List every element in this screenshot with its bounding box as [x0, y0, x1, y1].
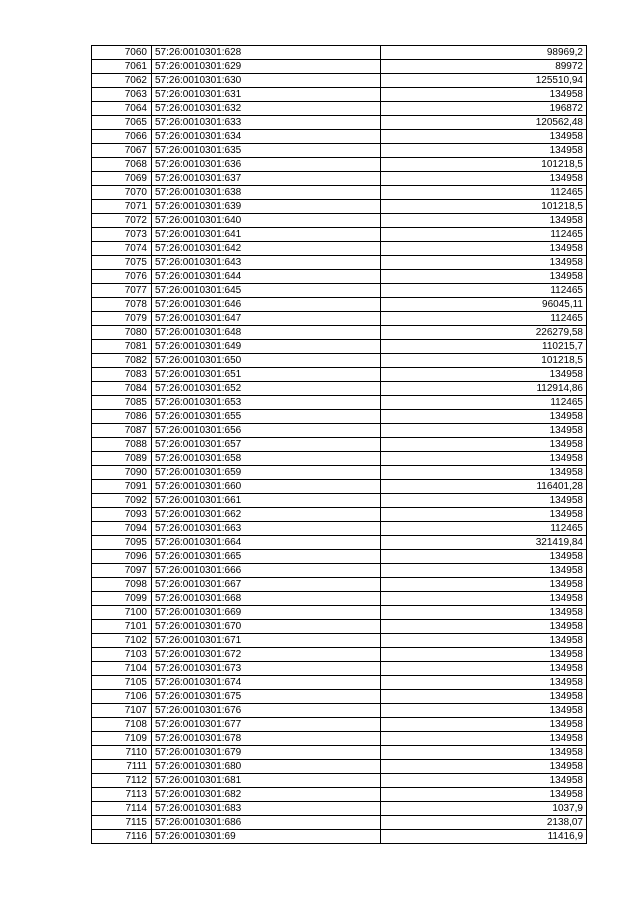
table-row — [92, 704, 587, 718]
value-cell: 134958 — [381, 774, 587, 788]
value-cell: 1037,9 — [381, 802, 587, 816]
table-row — [92, 102, 587, 116]
row-number-cell: 7068 — [92, 158, 152, 172]
row-number-cell: 7105 — [92, 676, 152, 690]
table-row — [92, 130, 587, 144]
row-number-cell: 7106 — [92, 690, 152, 704]
value-cell: 112465 — [381, 396, 587, 410]
value-cell: 134958 — [381, 438, 587, 452]
row-number-cell: 7085 — [92, 396, 152, 410]
table-row — [92, 228, 587, 242]
row-number-cell: 7090 — [92, 466, 152, 480]
value-cell: 101218,5 — [381, 200, 587, 214]
table-row — [92, 718, 587, 732]
cadastral-number-cell: 57:26:0010301:658 — [152, 452, 381, 466]
cadastral-number-cell: 57:26:0010301:647 — [152, 312, 381, 326]
table-row — [92, 270, 587, 284]
row-number-cell: 7062 — [92, 74, 152, 88]
value-cell: 116401,28 — [381, 480, 587, 494]
table-row — [92, 88, 587, 102]
value-cell: 134958 — [381, 508, 587, 522]
cadastral-number-cell: 57:26:0010301:641 — [152, 228, 381, 242]
cadastral-number-cell: 57:26:0010301:665 — [152, 550, 381, 564]
table-row — [92, 326, 587, 340]
cadastral-number-cell: 57:26:0010301:679 — [152, 746, 381, 760]
cadastral-value-table — [91, 45, 587, 844]
cadastral-number-cell: 57:26:0010301:640 — [152, 214, 381, 228]
table-row — [92, 424, 587, 438]
cadastral-number-cell: 57:26:0010301:651 — [152, 368, 381, 382]
cadastral-number-cell: 57:26:0010301:632 — [152, 102, 381, 116]
row-number-cell: 7091 — [92, 480, 152, 494]
cadastral-number-cell: 57:26:0010301:662 — [152, 508, 381, 522]
row-number-cell: 7078 — [92, 298, 152, 312]
row-number-cell: 7069 — [92, 172, 152, 186]
cadastral-number-cell: 57:26:0010301:666 — [152, 564, 381, 578]
cadastral-number-cell: 57:26:0010301:661 — [152, 494, 381, 508]
value-cell: 112465 — [381, 312, 587, 326]
value-cell: 98969,2 — [381, 46, 587, 60]
row-number-cell: 7088 — [92, 438, 152, 452]
cadastral-number-cell: 57:26:0010301:668 — [152, 592, 381, 606]
cadastral-number-cell: 57:26:0010301:667 — [152, 578, 381, 592]
row-number-cell: 7084 — [92, 382, 152, 396]
table-row — [92, 788, 587, 802]
row-number-cell: 7103 — [92, 648, 152, 662]
row-number-cell: 7109 — [92, 732, 152, 746]
table-row — [92, 74, 587, 88]
row-number-cell: 7111 — [92, 760, 152, 774]
value-cell: 134958 — [381, 144, 587, 158]
table-row — [92, 354, 587, 368]
cadastral-number-cell: 57:26:0010301:629 — [152, 60, 381, 74]
cadastral-number-cell: 57:26:0010301:657 — [152, 438, 381, 452]
value-cell: 134958 — [381, 634, 587, 648]
table-row — [92, 438, 587, 452]
table-row — [92, 200, 587, 214]
cadastral-number-cell: 57:26:0010301:671 — [152, 634, 381, 648]
value-cell: 110215,7 — [381, 340, 587, 354]
table-row — [92, 620, 587, 634]
table-row — [92, 746, 587, 760]
cadastral-number-cell: 57:26:0010301:645 — [152, 284, 381, 298]
cadastral-number-cell: 57:26:0010301:682 — [152, 788, 381, 802]
cadastral-number-cell: 57:26:0010301:638 — [152, 186, 381, 200]
row-number-cell: 7116 — [92, 830, 152, 844]
table-row — [92, 690, 587, 704]
value-cell: 134958 — [381, 242, 587, 256]
value-cell: 134958 — [381, 88, 587, 102]
cadastral-number-cell: 57:26:0010301:646 — [152, 298, 381, 312]
table-row — [92, 732, 587, 746]
value-cell: 134958 — [381, 662, 587, 676]
cadastral-number-cell: 57:26:0010301:628 — [152, 46, 381, 60]
value-cell: 321419,84 — [381, 536, 587, 550]
cadastral-number-cell: 57:26:0010301:680 — [152, 760, 381, 774]
value-cell: 134958 — [381, 466, 587, 480]
value-cell: 134958 — [381, 718, 587, 732]
cadastral-number-cell: 57:26:0010301:644 — [152, 270, 381, 284]
table-row — [92, 578, 587, 592]
row-number-cell: 7080 — [92, 326, 152, 340]
table-row — [92, 46, 587, 60]
row-number-cell: 7095 — [92, 536, 152, 550]
row-number-cell: 7098 — [92, 578, 152, 592]
row-number-cell: 7081 — [92, 340, 152, 354]
table-row — [92, 172, 587, 186]
cadastral-number-cell: 57:26:0010301:636 — [152, 158, 381, 172]
value-cell: 134958 — [381, 760, 587, 774]
value-cell: 134958 — [381, 788, 587, 802]
row-number-cell: 7082 — [92, 354, 152, 368]
table-row — [92, 466, 587, 480]
cadastral-number-cell: 57:26:0010301:681 — [152, 774, 381, 788]
table-row — [92, 60, 587, 74]
table-row — [92, 214, 587, 228]
row-number-cell: 7096 — [92, 550, 152, 564]
value-cell: 134958 — [381, 676, 587, 690]
row-number-cell: 7113 — [92, 788, 152, 802]
table-row — [92, 242, 587, 256]
table-row — [92, 592, 587, 606]
table-row — [92, 298, 587, 312]
table-row — [92, 494, 587, 508]
row-number-cell: 7114 — [92, 802, 152, 816]
row-number-cell: 7093 — [92, 508, 152, 522]
cadastral-number-cell: 57:26:0010301:639 — [152, 200, 381, 214]
row-number-cell: 7089 — [92, 452, 152, 466]
table-row — [92, 284, 587, 298]
value-cell: 134958 — [381, 130, 587, 144]
cadastral-number-cell: 57:26:0010301:637 — [152, 172, 381, 186]
cadastral-number-cell: 57:26:0010301:686 — [152, 816, 381, 830]
value-cell: 134958 — [381, 690, 587, 704]
table-row — [92, 144, 587, 158]
table-row — [92, 508, 587, 522]
value-cell: 134958 — [381, 550, 587, 564]
table-row — [92, 802, 587, 816]
cadastral-number-cell: 57:26:0010301:648 — [152, 326, 381, 340]
row-number-cell: 7061 — [92, 60, 152, 74]
value-cell: 112465 — [381, 186, 587, 200]
row-number-cell: 7073 — [92, 228, 152, 242]
table-row — [92, 340, 587, 354]
cadastral-number-cell: 57:26:0010301:635 — [152, 144, 381, 158]
table-row — [92, 452, 587, 466]
row-number-cell: 7115 — [92, 816, 152, 830]
value-cell: 112914,86 — [381, 382, 587, 396]
row-number-cell: 7066 — [92, 130, 152, 144]
cadastral-number-cell: 57:26:0010301:678 — [152, 732, 381, 746]
value-cell: 134958 — [381, 452, 587, 466]
table-row — [92, 606, 587, 620]
row-number-cell: 7063 — [92, 88, 152, 102]
value-cell: 101218,5 — [381, 354, 587, 368]
row-number-cell: 7087 — [92, 424, 152, 438]
value-cell: 134958 — [381, 424, 587, 438]
table-row — [92, 634, 587, 648]
row-number-cell: 7074 — [92, 242, 152, 256]
row-number-cell: 7097 — [92, 564, 152, 578]
cadastral-number-cell: 57:26:0010301:650 — [152, 354, 381, 368]
row-number-cell: 7102 — [92, 634, 152, 648]
table-row — [92, 648, 587, 662]
cadastral-number-cell: 57:26:0010301:672 — [152, 648, 381, 662]
value-cell: 2138,07 — [381, 816, 587, 830]
row-number-cell: 7071 — [92, 200, 152, 214]
row-number-cell: 7079 — [92, 312, 152, 326]
table-row — [92, 158, 587, 172]
value-cell: 134958 — [381, 270, 587, 284]
cadastral-number-cell: 57:26:0010301:664 — [152, 536, 381, 550]
value-cell: 134958 — [381, 648, 587, 662]
row-number-cell: 7100 — [92, 606, 152, 620]
row-number-cell: 7107 — [92, 704, 152, 718]
value-cell: 134958 — [381, 620, 587, 634]
cadastral-number-cell: 57:26:0010301:653 — [152, 396, 381, 410]
table-row — [92, 816, 587, 830]
value-cell: 112465 — [381, 522, 587, 536]
value-cell: 120562,48 — [381, 116, 587, 130]
value-cell: 134958 — [381, 494, 587, 508]
row-number-cell: 7092 — [92, 494, 152, 508]
row-number-cell: 7108 — [92, 718, 152, 732]
value-cell: 134958 — [381, 578, 587, 592]
cadastral-number-cell: 57:26:0010301:652 — [152, 382, 381, 396]
table-row — [92, 382, 587, 396]
row-number-cell: 7075 — [92, 256, 152, 270]
cadastral-number-cell: 57:26:0010301:69 — [152, 830, 381, 844]
row-number-cell: 7076 — [92, 270, 152, 284]
row-number-cell: 7110 — [92, 746, 152, 760]
value-cell: 134958 — [381, 172, 587, 186]
cadastral-number-cell: 57:26:0010301:631 — [152, 88, 381, 102]
row-number-cell: 7086 — [92, 410, 152, 424]
cadastral-number-cell: 57:26:0010301:633 — [152, 116, 381, 130]
value-cell: 134958 — [381, 368, 587, 382]
value-cell: 101218,5 — [381, 158, 587, 172]
row-number-cell: 7083 — [92, 368, 152, 382]
table-row — [92, 522, 587, 536]
cadastral-number-cell: 57:26:0010301:674 — [152, 676, 381, 690]
value-cell: 134958 — [381, 564, 587, 578]
table-row — [92, 662, 587, 676]
value-cell: 134958 — [381, 214, 587, 228]
value-cell: 125510,94 — [381, 74, 587, 88]
row-number-cell: 7065 — [92, 116, 152, 130]
cadastral-number-cell: 57:26:0010301:643 — [152, 256, 381, 270]
table-body — [92, 46, 587, 844]
value-cell: 134958 — [381, 256, 587, 270]
value-cell: 134958 — [381, 732, 587, 746]
cadastral-number-cell: 57:26:0010301:663 — [152, 522, 381, 536]
cadastral-number-cell: 57:26:0010301:660 — [152, 480, 381, 494]
table-row — [92, 312, 587, 326]
table-row — [92, 186, 587, 200]
cadastral-number-cell: 57:26:0010301:670 — [152, 620, 381, 634]
value-cell: 11416,9 — [381, 830, 587, 844]
table-row — [92, 564, 587, 578]
row-number-cell: 7067 — [92, 144, 152, 158]
table-row — [92, 368, 587, 382]
cadastral-number-cell: 57:26:0010301:655 — [152, 410, 381, 424]
value-cell: 112465 — [381, 284, 587, 298]
table-row — [92, 410, 587, 424]
value-cell: 96045,11 — [381, 298, 587, 312]
row-number-cell: 7104 — [92, 662, 152, 676]
cadastral-number-cell: 57:26:0010301:676 — [152, 704, 381, 718]
cadastral-number-cell: 57:26:0010301:669 — [152, 606, 381, 620]
table-row — [92, 536, 587, 550]
table-row — [92, 480, 587, 494]
table-row — [92, 760, 587, 774]
row-number-cell: 7077 — [92, 284, 152, 298]
table-row — [92, 676, 587, 690]
value-cell: 134958 — [381, 704, 587, 718]
row-number-cell: 7101 — [92, 620, 152, 634]
table-row — [92, 396, 587, 410]
cadastral-number-cell: 57:26:0010301:675 — [152, 690, 381, 704]
table-row — [92, 550, 587, 564]
table-row — [92, 774, 587, 788]
table-row — [92, 116, 587, 130]
cadastral-number-cell: 57:26:0010301:659 — [152, 466, 381, 480]
value-cell: 134958 — [381, 746, 587, 760]
row-number-cell: 7112 — [92, 774, 152, 788]
table-row — [92, 830, 587, 844]
row-number-cell: 7072 — [92, 214, 152, 228]
cadastral-number-cell: 57:26:0010301:683 — [152, 802, 381, 816]
cadastral-number-cell: 57:26:0010301:656 — [152, 424, 381, 438]
table-row — [92, 256, 587, 270]
value-cell: 134958 — [381, 592, 587, 606]
cadastral-number-cell: 57:26:0010301:677 — [152, 718, 381, 732]
cadastral-number-cell: 57:26:0010301:673 — [152, 662, 381, 676]
cadastral-number-cell: 57:26:0010301:634 — [152, 130, 381, 144]
value-cell: 196872 — [381, 102, 587, 116]
value-cell: 226279,58 — [381, 326, 587, 340]
value-cell: 89972 — [381, 60, 587, 74]
row-number-cell: 7064 — [92, 102, 152, 116]
value-cell: 112465 — [381, 228, 587, 242]
cadastral-number-cell: 57:26:0010301:630 — [152, 74, 381, 88]
row-number-cell: 7099 — [92, 592, 152, 606]
row-number-cell: 7094 — [92, 522, 152, 536]
row-number-cell: 7060 — [92, 46, 152, 60]
cadastral-number-cell: 57:26:0010301:649 — [152, 340, 381, 354]
row-number-cell: 7070 — [92, 186, 152, 200]
value-cell: 134958 — [381, 410, 587, 424]
value-cell: 134958 — [381, 606, 587, 620]
cadastral-number-cell: 57:26:0010301:642 — [152, 242, 381, 256]
